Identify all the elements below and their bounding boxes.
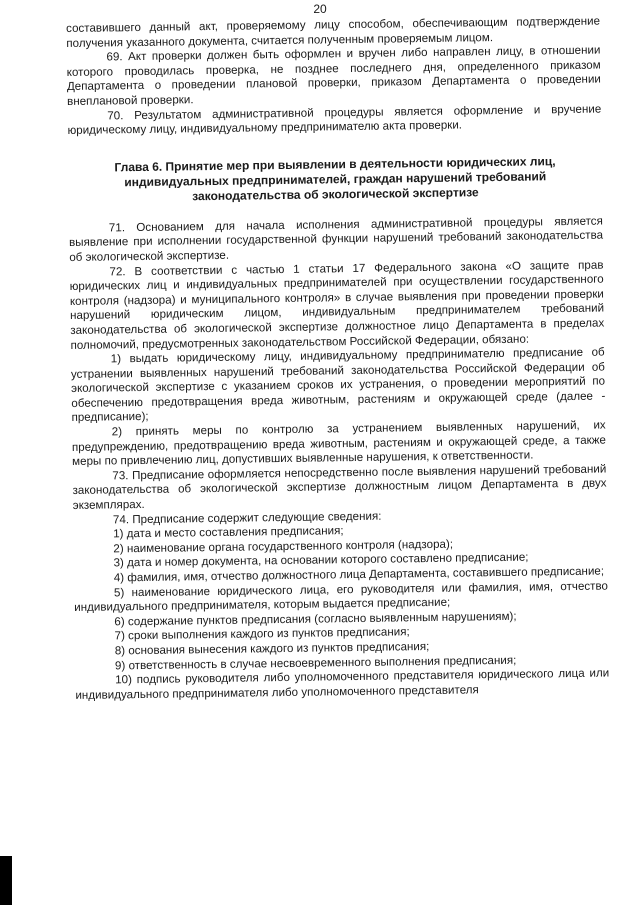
chapter-heading — [68, 153, 603, 205]
paragraph-72-item-1: 1) выдать юридическому лицу, индивидуальному предпринимателю предписание об устранении выявленных нарушений требований законодательства Российской Федерации об экологической экспертизе с указанием сроков их устранения, о проведении мероприятий по обеспечению предотвращения вреда животным, растениям и окружающей среде (далее - предписание); — [70, 345, 606, 425]
prescription-contents-list — [73, 521, 609, 704]
paragraph-69: 69. Акт проверки должен быть оформлен и вручен либо направлен лицу, в отношении которого проводилась проверка, не позднее последнего дня, определенного приказом Департамента о проведении плановой проверки, приказом Департамента о проведении внеплановой проверки. — [66, 43, 601, 108]
paragraph-continuation: составившего данный акт, проверяемому лицу способом, обеспечивающим подтверждение получения указанного документа, считается полученным проверяемым лицом. — [66, 14, 601, 50]
list-item: 3) дата и номер документа, на основании которого составлено предписание; — [113, 551, 529, 570]
list-item: 5) наименование юридического лица, его руководителя или фамилия, имя, отчество индивидуального предпринимателя, которым выдается предписание; — [74, 579, 609, 615]
scan-edge-mark — [0, 856, 12, 905]
list-item: 1) дата и место составления предписания; — [113, 524, 344, 541]
chapter-heading-line-1: Глава 6. Принятие мер при выявлении в деятельности юридических лиц, — [114, 153, 556, 175]
paragraph-74: 74. Предписание содержит следующие сведения: — [112, 509, 382, 527]
paragraph-72-item-2: 2) принять меры по контролю за устранением выявленных нарушений, их предупреждению, предотвращению вреда животным, растениям и окружающей среде, а также меры по привлечению лиц, допустивших выявленные нарушения, к ответственности. — [71, 418, 606, 469]
chapter-heading-line-2: индивидуальных предпринимателей, граждан нарушений требований — [124, 169, 547, 189]
page-number: 20 — [313, 2, 327, 16]
list-item: 2) наименование органа государственного контроля (надзора); — [113, 537, 454, 556]
list-item: 6) содержание пунктов предписания (согласно выявленным нарушениям); — [114, 609, 517, 629]
list-item: 4) фамилия, имя, отчество должностного лица Департамента, составившего предписание; — [113, 564, 605, 585]
document-body — [66, 15, 609, 704]
chapter-heading-line-3: законодательства об экологической экспертизе — [192, 185, 479, 204]
list-item: 8) основания вынесения каждого из пунктов предписания; — [114, 639, 430, 658]
paragraph-73: 73. Предписание оформляется непосредственно после выявления нарушений требований законодательства об экологической экспертизе должностным лицом Департамента в двух экземплярах. — [72, 462, 607, 512]
list-item: 10) подпись руководителя либо уполномоченного представителя юридического лица или индивидуального предпринимателя либо уполномоченного представителя — [75, 666, 610, 702]
paragraph-70: 70. Результатом административной процедуры является оформление и вручение юридическому лицу, индивидуальному предпринимателю акта проверки. — [67, 102, 602, 138]
list-item: 9) ответственность в случае несвоевременного выполнения предписания; — [114, 653, 517, 672]
list-item: 7) сроки выполнения каждого из пунктов предписания; — [114, 625, 410, 643]
paragraph-71: 71. Основанием для начала исполнения административной процедуры является выявление при исполнении государственной функции нарушений требований законодательства об экологической экспертизе. — [68, 214, 604, 264]
paragraph-72: 72. В соответствии с частью 1 статьи 17 Федерального закона «О защите прав юридических лиц и индивидуальных предпринимателей при осуществлении государственного контроля (надзора) и муниципального контроля» в случае выявления при проведении проверки нарушений юридическим лицом, индивидуальным предпринимателем требований законодательства об экологической экспертизе должностное лицо Департамента в пределах полномочий, предусмотренных законодательством Российской Федерации, обязано: — [69, 258, 605, 352]
